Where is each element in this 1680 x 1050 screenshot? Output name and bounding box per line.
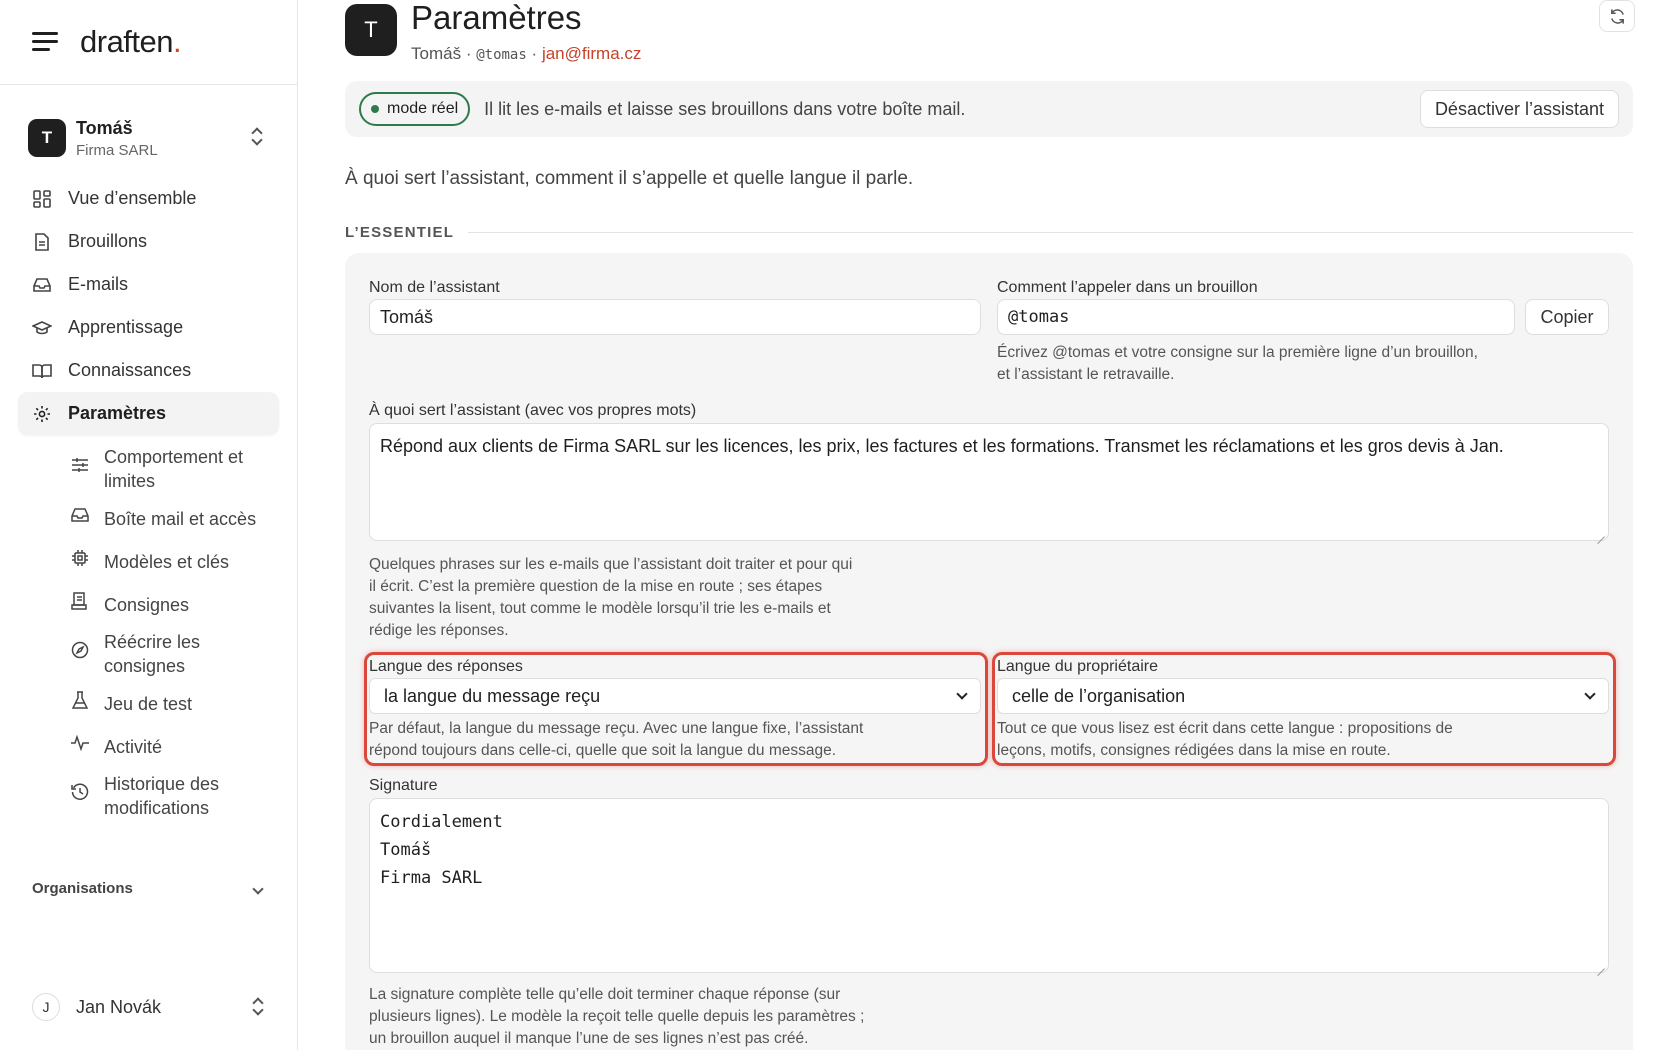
logo[interactable]: draften. bbox=[80, 24, 182, 59]
gear-icon bbox=[32, 404, 52, 424]
flask-icon bbox=[70, 691, 90, 717]
reply-language-help bbox=[369, 718, 863, 762]
reply-language-value: la langue du message reçu bbox=[384, 685, 601, 706]
page-description: À quoi sert l’assistant, comment il s’appelle et quelle langue il parle. bbox=[345, 168, 914, 189]
sliders-icon bbox=[70, 457, 90, 481]
call-handle-input[interactable]: @tomas bbox=[997, 299, 1515, 335]
refresh-button[interactable] bbox=[1599, 0, 1635, 32]
user-avatar: J bbox=[32, 993, 60, 1021]
document-icon bbox=[32, 232, 52, 252]
help-line: et l’assistant le retravaille. bbox=[997, 366, 1175, 383]
help-line: plusieurs lignes). Le modèle la reçoit telle quelle depuis les paramètres ; bbox=[369, 1008, 865, 1025]
activity-icon bbox=[70, 735, 90, 759]
nav-overview-label: Vue d’ensemble bbox=[68, 188, 197, 208]
sidebar bbox=[0, 0, 298, 1050]
chevron-updown-icon bbox=[252, 997, 264, 1017]
essentials-card bbox=[345, 253, 1633, 1050]
compass-icon bbox=[70, 641, 90, 667]
assistant-name: Tomáš bbox=[411, 44, 462, 63]
account-org: Firma SARL bbox=[76, 141, 158, 159]
owner-language-help bbox=[997, 718, 1453, 762]
inbox-icon bbox=[32, 275, 52, 295]
brand-bar bbox=[0, 0, 297, 85]
signature-textarea[interactable] bbox=[369, 798, 1609, 973]
nav-drafts[interactable] bbox=[18, 220, 279, 263]
signature-line: Tomáš bbox=[380, 840, 432, 860]
status-badge-label: mode réel bbox=[387, 100, 459, 117]
subnav-behavior[interactable] bbox=[70, 441, 279, 497]
purpose-text: Répond aux clients de Firma SARL sur les licences, les prix, les factures et les formations. Transmet les réclamations et les gros devis à Jan. bbox=[380, 436, 1504, 456]
book-icon bbox=[32, 361, 52, 381]
live-mode-banner bbox=[345, 81, 1633, 137]
chevron-down-icon bbox=[1584, 688, 1595, 699]
subnav-activity[interactable] bbox=[70, 725, 279, 768]
status-dot-icon bbox=[371, 105, 379, 113]
purpose-textarea[interactable] bbox=[369, 423, 1609, 541]
subnav-rewrite-label: Réécrire les consignes bbox=[104, 632, 201, 676]
subnav-history-label: Historique des modifications bbox=[104, 774, 220, 818]
help-line: Par défaut, la langue du message reçu. Avec une langue fixe, l’assistant bbox=[369, 720, 864, 737]
account-switcher[interactable] bbox=[18, 109, 279, 167]
account-avatar: T bbox=[28, 119, 66, 157]
chevron-down-icon bbox=[252, 883, 263, 894]
refresh-icon bbox=[1609, 8, 1626, 25]
status-badge bbox=[359, 92, 470, 126]
help-line: Tout ce que vous lisez est écrit dans cette langue : propositions de bbox=[997, 720, 1453, 737]
assistant-handle: @tomas bbox=[476, 47, 527, 63]
grid-icon bbox=[32, 189, 52, 209]
subnav-activity-label: Activité bbox=[104, 736, 163, 757]
reply-language-select[interactable] bbox=[369, 678, 981, 714]
subnav-rewrite[interactable] bbox=[70, 626, 279, 682]
owner-language-select[interactable] bbox=[997, 678, 1609, 714]
scroll-icon bbox=[70, 592, 90, 618]
deactivate-assistant-button[interactable]: Désactiver l’assistant bbox=[1420, 90, 1619, 128]
section-divider bbox=[468, 232, 1633, 233]
organisations-label: Organisations bbox=[32, 880, 133, 897]
page-title: Paramètres bbox=[411, 0, 582, 36]
chevron-updown-icon bbox=[251, 127, 263, 147]
assistant-name-input[interactable]: Tomáš bbox=[369, 299, 981, 335]
help-line: Quelques phrases sur les e-mails que l’assistant doit traiter et pour qui bbox=[369, 556, 853, 573]
main-nav bbox=[0, 177, 297, 435]
settings-subnav bbox=[0, 441, 297, 824]
menu-icon[interactable] bbox=[32, 32, 58, 52]
nav-drafts-label: Brouillons bbox=[68, 231, 148, 251]
nav-emails-label: E-mails bbox=[68, 274, 129, 294]
signature-help bbox=[369, 984, 864, 1050]
graduation-cap-icon bbox=[32, 318, 52, 338]
subnav-behavior-label: Comportement et limites bbox=[104, 447, 244, 491]
chip-icon bbox=[70, 549, 90, 575]
assistant-email[interactable]: jan@firma.cz bbox=[541, 44, 642, 63]
section-header bbox=[345, 224, 1633, 241]
help-line: il écrit. C’est la première question de la mise en route ; ses étapes bbox=[369, 578, 823, 595]
user-name: Jan Novák bbox=[76, 996, 162, 1017]
owner-language-value: celle de l’organisation bbox=[1012, 685, 1186, 706]
page-subtitle bbox=[411, 44, 641, 64]
organisations-toggle[interactable] bbox=[32, 880, 268, 897]
user-menu[interactable] bbox=[32, 993, 268, 1021]
help-line: Écrivez @tomas et votre consigne sur la première ligne d’un brouillon, bbox=[997, 344, 1478, 361]
assistant-name-label: Nom de l’assistant bbox=[369, 279, 500, 296]
separator: · bbox=[531, 44, 538, 63]
account-name: Tomáš bbox=[76, 117, 133, 138]
subnav-instructions-label: Consignes bbox=[104, 594, 190, 615]
copy-button[interactable]: Copier bbox=[1525, 299, 1609, 335]
section-title: L’ESSENTIEL bbox=[345, 224, 455, 241]
subnav-models-label: Modèles et clés bbox=[104, 551, 230, 572]
inbox-icon bbox=[70, 507, 90, 531]
nav-knowledge[interactable] bbox=[18, 349, 279, 392]
help-line: suivantes la lisent, tout comme le modèle lorsqu’il trie les e-mails et bbox=[369, 600, 831, 617]
nav-emails[interactable] bbox=[18, 263, 279, 306]
subnav-testset[interactable] bbox=[70, 682, 279, 725]
help-line: La signature complète telle qu’elle doit terminer chaque réponse (sur bbox=[369, 986, 841, 1003]
subnav-history[interactable] bbox=[70, 768, 279, 824]
call-handle-label: Comment l’appeler dans un brouillon bbox=[997, 279, 1258, 296]
resize-handle-icon[interactable] bbox=[1595, 527, 1605, 537]
nav-knowledge-label: Connaissances bbox=[68, 360, 192, 380]
nav-settings[interactable] bbox=[18, 392, 279, 435]
purpose-help bbox=[369, 554, 852, 642]
page-header bbox=[345, 2, 641, 64]
subnav-mailbox-label: Boîte mail et accès bbox=[104, 508, 257, 529]
resize-handle-icon[interactable] bbox=[1595, 959, 1605, 969]
owner-language-label: Langue du propriétaire bbox=[997, 658, 1159, 675]
help-line: rédige les réponses. bbox=[369, 622, 509, 639]
call-handle-help bbox=[997, 342, 1478, 386]
banner-message: Il lit les e-mails et laisse ses brouillons dans votre boîte mail. bbox=[484, 98, 966, 119]
help-line: un brouillon auquel il manque l’une de ses lignes n’est pas créé. bbox=[369, 1030, 809, 1047]
chevron-down-icon bbox=[956, 688, 967, 699]
signature-label: Signature bbox=[369, 777, 438, 794]
separator: · bbox=[465, 44, 472, 63]
history-icon bbox=[70, 783, 90, 809]
nav-overview[interactable] bbox=[18, 177, 279, 220]
assistant-avatar: T bbox=[345, 4, 397, 56]
help-line: répond toujours dans celle-ci, quelle que soit la langue du message. bbox=[369, 742, 837, 759]
signature-line: Firma SARL bbox=[380, 868, 483, 888]
nav-learning[interactable] bbox=[18, 306, 279, 349]
subnav-mailbox[interactable] bbox=[70, 497, 279, 540]
purpose-label: À quoi sert l’assistant (avec vos propres mots) bbox=[369, 402, 697, 419]
subnav-testset-label: Jeu de test bbox=[104, 693, 193, 714]
signature-line: Cordialement bbox=[380, 812, 503, 832]
help-line: leçons, motifs, consignes rédigées dans la mise en route. bbox=[997, 742, 1391, 759]
reply-language-label: Langue des réponses bbox=[369, 658, 523, 675]
subnav-instructions[interactable] bbox=[70, 583, 279, 626]
subnav-models[interactable] bbox=[70, 540, 279, 583]
nav-settings-label: Paramètres bbox=[68, 403, 167, 423]
nav-learning-label: Apprentissage bbox=[68, 317, 184, 337]
